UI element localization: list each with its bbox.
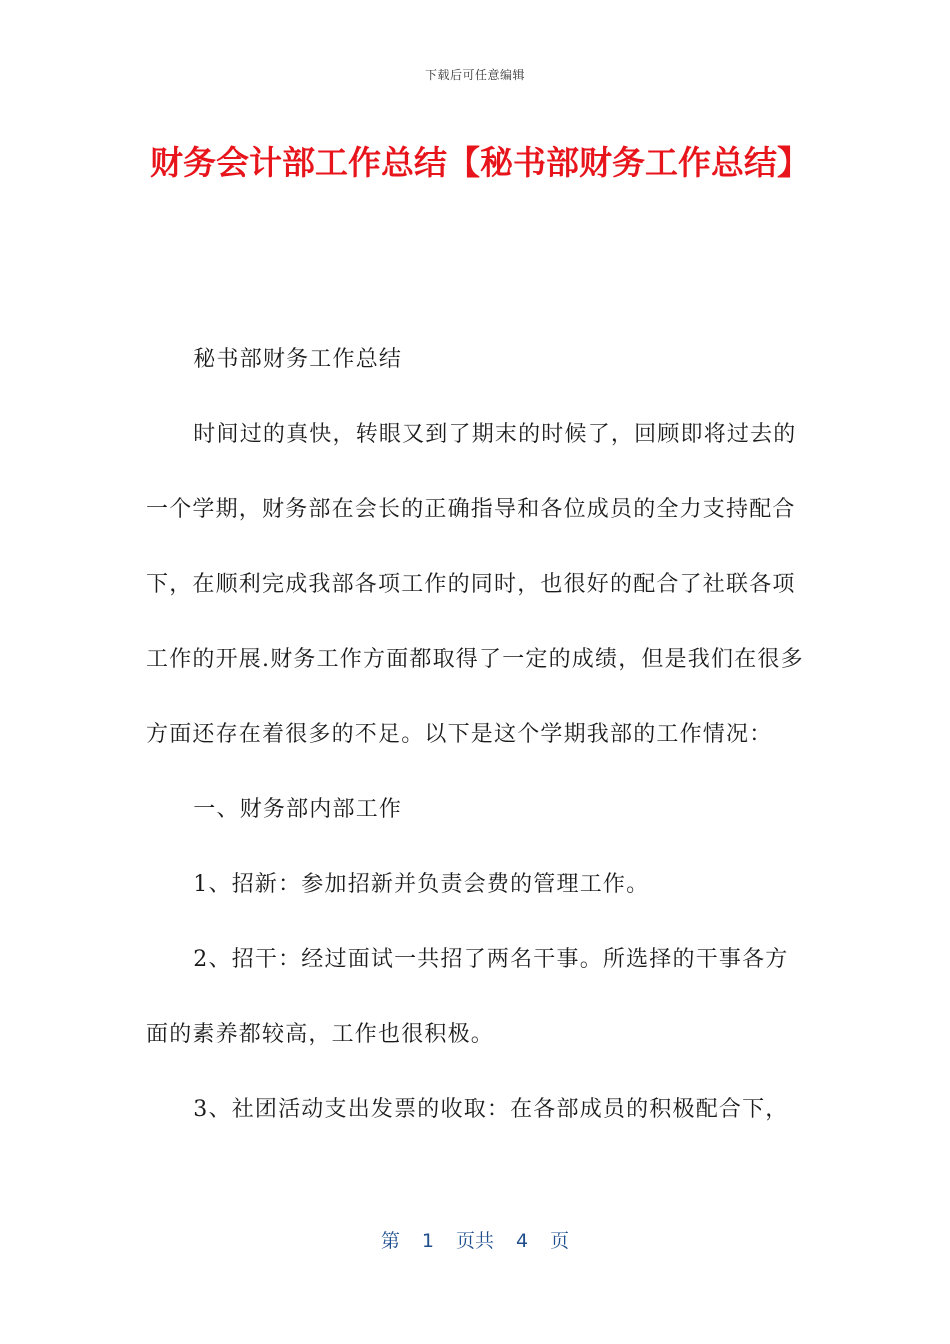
page-footer xyxy=(0,1226,950,1253)
page-number: 1 xyxy=(421,1230,434,1252)
paragraph-item-1: 1、招新：参加招新并负责会费的管理工作。 xyxy=(193,872,650,897)
paragraph-item-2: 2、招干：经过面试一共招了两名干事。所选择的干事各方面的素养都较高，工作也很积极。 xyxy=(146,947,789,1047)
page-mid: 页共 xyxy=(455,1230,494,1252)
paragraph-intro: 时间过的真快，转眼又到了期末的时候了，回顾即将过去的一个学期，财务部在会长的正确指导和各位成员的全力支持配合下，在顺利完成我部各项工作的同时，也很好的配合了社联各项工作的开展.财务工作方面都取得了一定的成绩，但是我们在很多方面还存在着很多的不足。以下是这个学期我部的工作情况： xyxy=(146,422,804,747)
paragraph-item-3: 3、社团活动支出发票的收取：在各部成员的积极配合下， xyxy=(193,1097,789,1122)
paragraph-heading: 秘书部财务工作总结 xyxy=(193,347,403,372)
page-suffix: 页 xyxy=(550,1230,570,1252)
document-title: 财务会计部工作总结【秘书部财务工作总结】 xyxy=(150,143,810,182)
paragraph-section-one: 一、财务部内部工作 xyxy=(193,797,403,822)
page-total: 4 xyxy=(516,1230,529,1252)
page-prefix: 第 xyxy=(380,1230,400,1252)
document-body xyxy=(146,322,806,1147)
header-note: 下载后可任意编辑 xyxy=(424,68,525,82)
